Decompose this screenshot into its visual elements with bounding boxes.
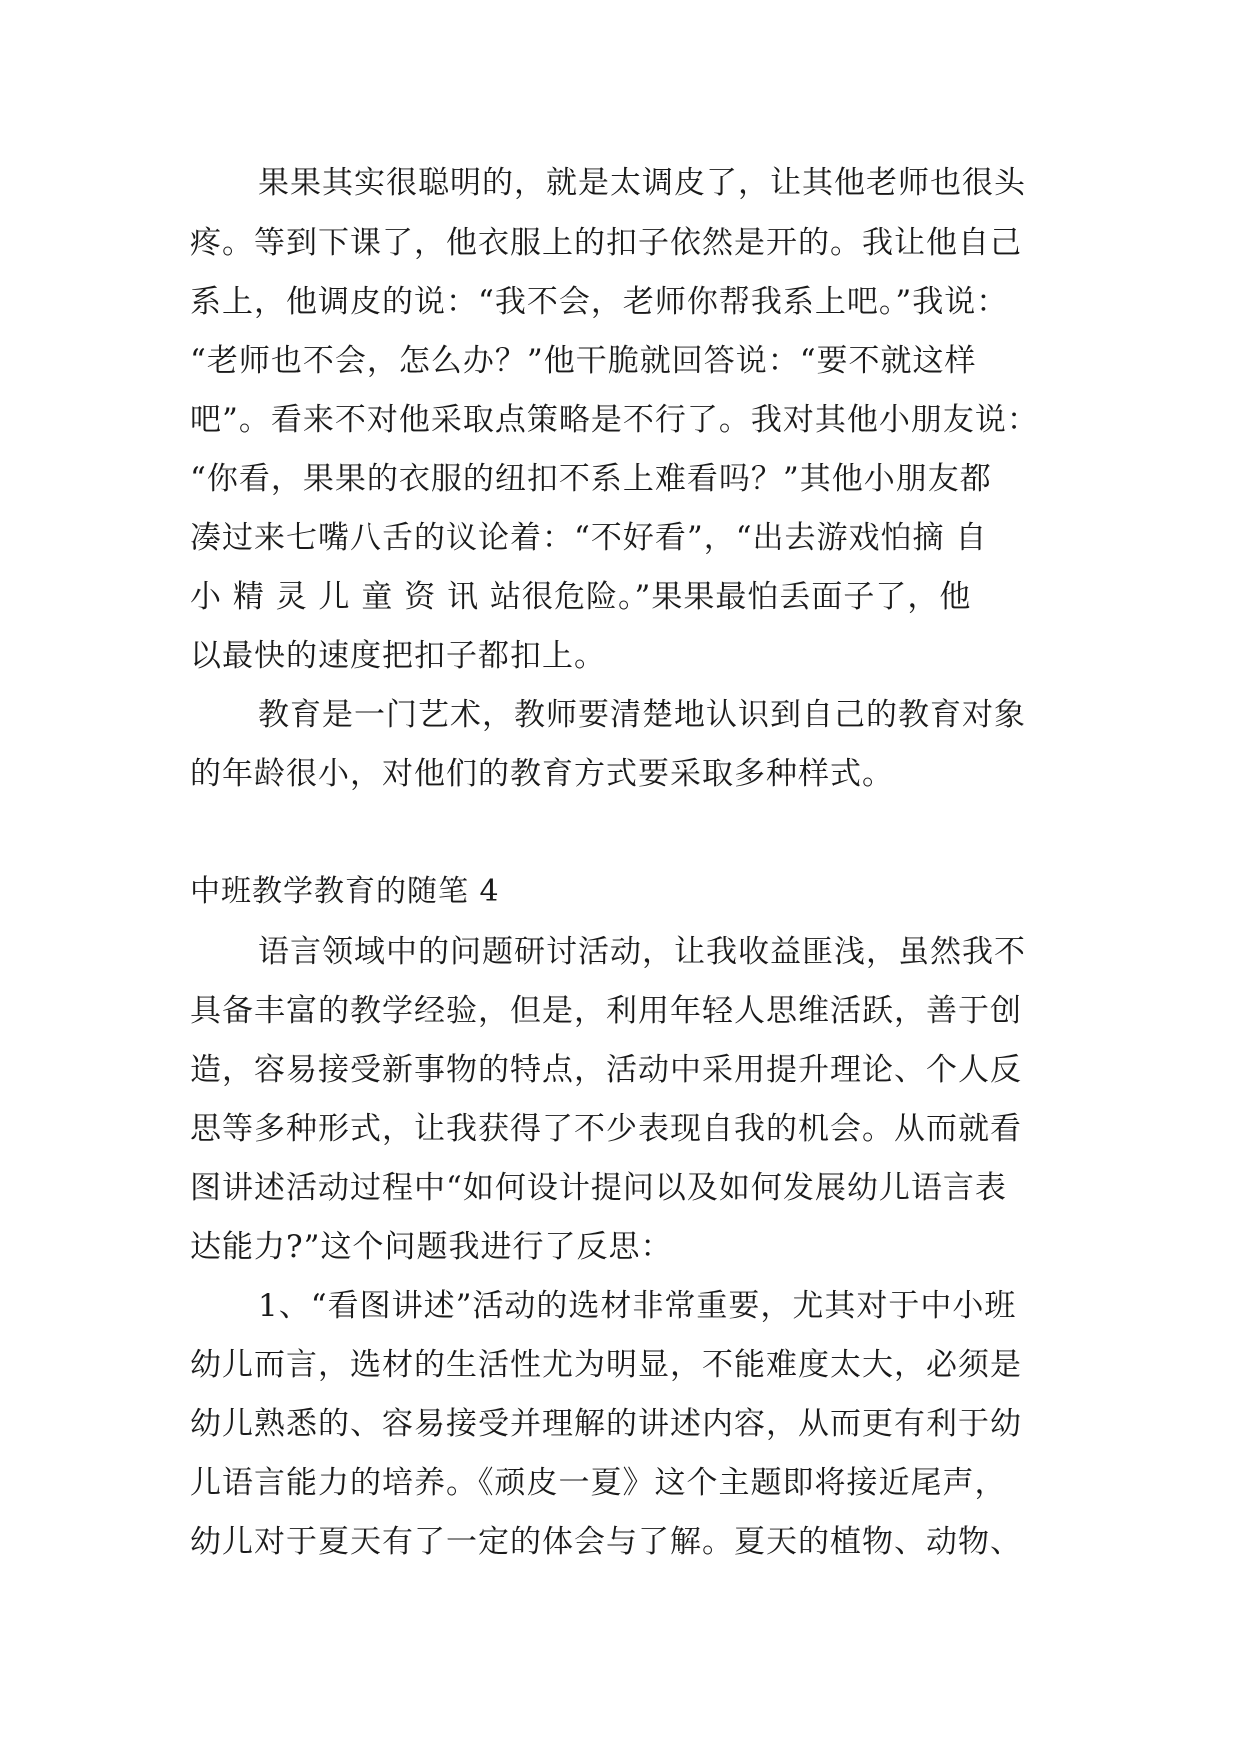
- paragraph-line: 达能力?”这个问题我进行了反思：: [190, 1229, 673, 1265]
- paragraph-line: 语言领域中的问题研讨活动，让我收益匪浅，虽然我不: [258, 934, 1026, 970]
- paragraph-line: 幼儿对于夏天有了一定的体会与了解。夏天的植物、动物、: [190, 1524, 1022, 1560]
- paragraph-line: 幼儿熟悉的、容易接受并理解的讲述内容，从而更有利于幼: [190, 1406, 1022, 1442]
- paragraph-line: 图讲述活动过程中“如何设计提问以及如何发展幼儿语言表: [190, 1170, 1007, 1206]
- section-heading: 中班教学教育的随笔 4: [190, 874, 500, 909]
- paragraph-line: 思等多种形式，让我获得了不少表现自我的机会。从而就看: [190, 1111, 1022, 1147]
- paragraph-line: 吧”。看来不对他采取点策略是不行了。我对其他小朋友说：: [190, 402, 1039, 438]
- paragraph-line: 疼。等到下课了，他衣服上的扣子依然是开的。我让他自己: [190, 225, 1022, 261]
- paragraph-line: “你看，果果的衣服的纽扣不系上难看吗？”其他小朋友都: [190, 461, 992, 497]
- paragraph-line: 以最快的速度把扣子都扣上。: [190, 638, 606, 674]
- paragraph-line: 的年龄很小，对他们的教育方式要采取多种样式。: [190, 756, 894, 792]
- paragraph-line: 凑过来七嘴八舌的议论着：“不好看”，“出去游戏怕摘 自: [190, 520, 988, 556]
- paragraph-line: 具备丰富的教学经验，但是，利用年轻人思维活跃，善于创: [190, 993, 1022, 1029]
- paragraph-line: 造，容易接受新事物的特点，活动中采用提升理论、个人反: [190, 1052, 1022, 1088]
- paragraph-line: 教育是一门艺术，教师要清楚地认识到自己的教育对象: [258, 697, 1026, 733]
- paragraph-line: 幼儿而言，选材的生活性尤为明显，不能难度太大，必须是: [190, 1347, 1022, 1383]
- paragraph-line: 1、“看图讲述”活动的选材非常重要，尤其对于中小班: [258, 1288, 1017, 1324]
- paragraph-line: 小 精 灵 儿 童 资 讯 站很危险。”果果最怕丢面子了，他: [190, 579, 972, 615]
- paragraph-line: 系上，他调皮的说：“我不会，老师你帮我系上吧。”我说：: [190, 284, 1009, 320]
- paragraph-line: 儿语言能力的培养。《顽皮一夏》这个主题即将接近尾声，: [190, 1465, 1007, 1501]
- paragraph-line: “老师也不会，怎么办？”他干脆就回答说：“要不就这样: [190, 343, 977, 379]
- paragraph-line: 果果其实很聪明的，就是太调皮了，让其他老师也很头: [258, 165, 1026, 201]
